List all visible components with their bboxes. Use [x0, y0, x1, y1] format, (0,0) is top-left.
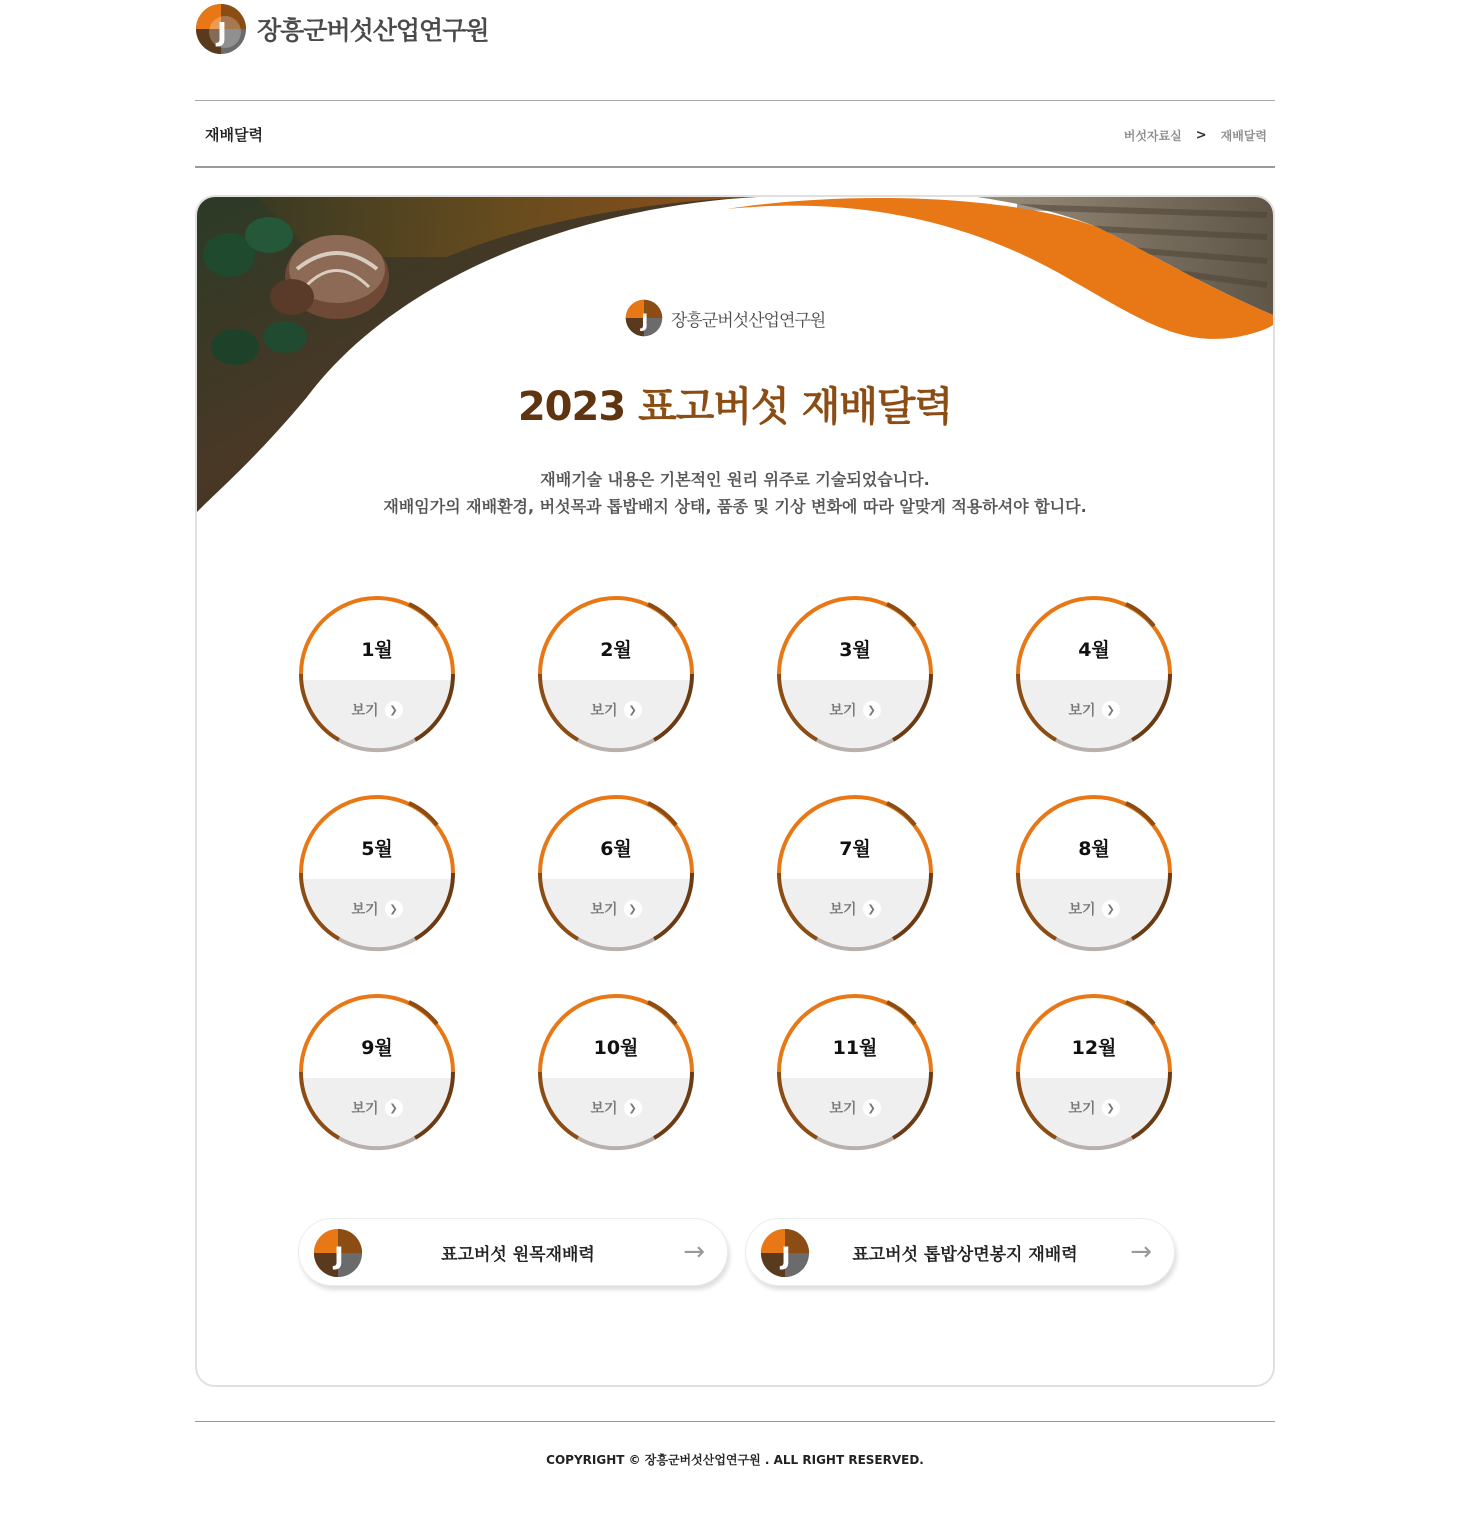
- sawdust-cultivation-link-button[interactable]: [745, 1218, 1175, 1286]
- month-button-7[interactable]: [775, 793, 935, 953]
- view-button[interactable]: [1014, 899, 1174, 919]
- calendar-description-line2: 재배임가의 재배환경, 버섯목과 톱밥배지 상태, 품종 및 기상 변화에 따라 알맞게 적용하셔야 합니다.: [383, 497, 1087, 516]
- view-label: 보기: [829, 1101, 857, 1117]
- month-ring-graphic: [297, 793, 457, 953]
- page-title: 재배달력: [205, 126, 263, 144]
- chevron-right-icon: ❯: [385, 701, 403, 719]
- view-button[interactable]: [536, 700, 696, 720]
- hero-logo: [625, 299, 825, 337]
- chevron-right-icon: ❯: [624, 701, 642, 719]
- month-ring-graphic: [536, 793, 696, 953]
- hero-logo-text: 장흥군버섯산업연구원: [671, 310, 826, 331]
- month-button-2[interactable]: [536, 594, 696, 754]
- view-label: 보기: [590, 703, 618, 719]
- chevron-right-icon: ❯: [863, 1099, 881, 1117]
- month-ring-graphic: [1014, 992, 1174, 1152]
- calendar-description-line1: 재배기술 내용은 기본적인 원리 위주로 기술되었습니다.: [540, 470, 930, 489]
- month-ring-graphic: [1014, 793, 1174, 953]
- month-label: 12월: [1071, 1037, 1117, 1059]
- month-ring-graphic: [775, 992, 935, 1152]
- logo-mark-icon: [760, 1228, 810, 1278]
- view-label: 보기: [351, 703, 379, 719]
- breadcrumb: [1124, 127, 1267, 144]
- log-cultivation-link-label: 표고버섯 원목재배력: [441, 1244, 595, 1265]
- chevron-right-icon: ❯: [1102, 900, 1120, 918]
- month-button-9[interactable]: [297, 992, 457, 1152]
- breadcrumb-item-current[interactable]: 재배달력: [1220, 129, 1267, 143]
- breadcrumb-separator: >: [1195, 128, 1207, 143]
- view-label: 보기: [590, 1101, 618, 1117]
- month-button-4[interactable]: [1014, 594, 1174, 754]
- month-ring-graphic: [536, 594, 696, 754]
- month-button-8[interactable]: [1014, 793, 1174, 953]
- month-ring-graphic: [297, 594, 457, 754]
- sawdust-cultivation-link-label: 표고버섯 톱밥상면봉지 재배력: [852, 1244, 1078, 1265]
- svg-text:J: J: [781, 1241, 791, 1271]
- view-button[interactable]: [297, 899, 457, 919]
- view-button[interactable]: [297, 1098, 457, 1118]
- logo-mark-icon: [195, 3, 247, 55]
- chevron-right-icon: ❯: [624, 1099, 642, 1117]
- month-label: 4월: [1078, 639, 1110, 661]
- svg-text:J: J: [641, 309, 649, 332]
- view-label: 보기: [590, 902, 618, 918]
- site-logo-text: 장흥군버섯산업연구원: [257, 16, 489, 45]
- site-logo[interactable]: [195, 2, 489, 56]
- month-label: 6월: [600, 838, 632, 860]
- month-label: 3월: [839, 639, 871, 661]
- view-label: 보기: [1068, 703, 1096, 719]
- view-button[interactable]: [775, 700, 935, 720]
- calendar-title: [197, 375, 1273, 432]
- view-label: 보기: [351, 902, 379, 918]
- chevron-right-icon: ❯: [385, 900, 403, 918]
- footer-copyright: COPYRIGHT © 장흥군버섯산업연구원 . ALL RIGHT RESERVED.: [546, 1453, 924, 1467]
- view-button[interactable]: [297, 700, 457, 720]
- month-ring-graphic: [775, 594, 935, 754]
- view-button[interactable]: [536, 1098, 696, 1118]
- view-button[interactable]: [1014, 1098, 1174, 1118]
- log-cultivation-link-button[interactable]: [298, 1218, 728, 1286]
- month-label: 7월: [839, 838, 871, 860]
- svg-text:J: J: [217, 18, 227, 48]
- logo-mark-icon: [313, 1228, 363, 1278]
- month-ring-graphic: [1014, 594, 1174, 754]
- month-label: 10월: [593, 1037, 639, 1059]
- month-ring-graphic: [775, 793, 935, 953]
- month-button-3[interactable]: [775, 594, 935, 754]
- header-divider: [195, 100, 1275, 101]
- chevron-right-icon: ❯: [1102, 701, 1120, 719]
- footer-divider: [195, 1421, 1275, 1422]
- month-button-6[interactable]: [536, 793, 696, 953]
- breadcrumb-item-archive[interactable]: 버섯자료실: [1123, 129, 1182, 143]
- month-button-12[interactable]: [1014, 992, 1174, 1152]
- view-label: 보기: [1068, 902, 1096, 918]
- view-button[interactable]: [536, 899, 696, 919]
- month-ring-graphic: [536, 992, 696, 1152]
- chevron-right-icon: ❯: [385, 1099, 403, 1117]
- month-button-11[interactable]: [775, 992, 935, 1152]
- chevron-right-icon: ❯: [1102, 1099, 1120, 1117]
- calendar-title-year: 2023: [517, 384, 626, 430]
- month-label: 1월: [361, 639, 393, 661]
- view-label: 보기: [829, 703, 857, 719]
- calendar-title-text: 표고버섯 재배달력: [638, 384, 953, 430]
- month-label: 8월: [1078, 838, 1110, 860]
- arrow-right-icon: →: [683, 1237, 705, 1267]
- month-button-5[interactable]: [297, 793, 457, 953]
- month-label: 2월: [600, 639, 632, 661]
- chevron-right-icon: ❯: [863, 701, 881, 719]
- month-ring-graphic: [297, 992, 457, 1152]
- view-button[interactable]: [775, 899, 935, 919]
- calendar-card: [195, 195, 1275, 1387]
- view-button[interactable]: [1014, 700, 1174, 720]
- view-label: 보기: [351, 1101, 379, 1117]
- chevron-right-icon: ❯: [863, 900, 881, 918]
- view-label: 보기: [1068, 1101, 1096, 1117]
- logo-mark-icon: [625, 299, 663, 337]
- month-label: 5월: [361, 838, 393, 860]
- svg-text:J: J: [334, 1241, 344, 1271]
- month-button-1[interactable]: [297, 594, 457, 754]
- view-label: 보기: [829, 902, 857, 918]
- view-button[interactable]: [775, 1098, 935, 1118]
- month-label: 11월: [832, 1037, 878, 1059]
- chevron-right-icon: ❯: [624, 900, 642, 918]
- arrow-right-icon: →: [1130, 1237, 1152, 1267]
- title-divider: [195, 166, 1275, 168]
- month-label: 9월: [361, 1037, 393, 1059]
- month-button-10[interactable]: [536, 992, 696, 1152]
